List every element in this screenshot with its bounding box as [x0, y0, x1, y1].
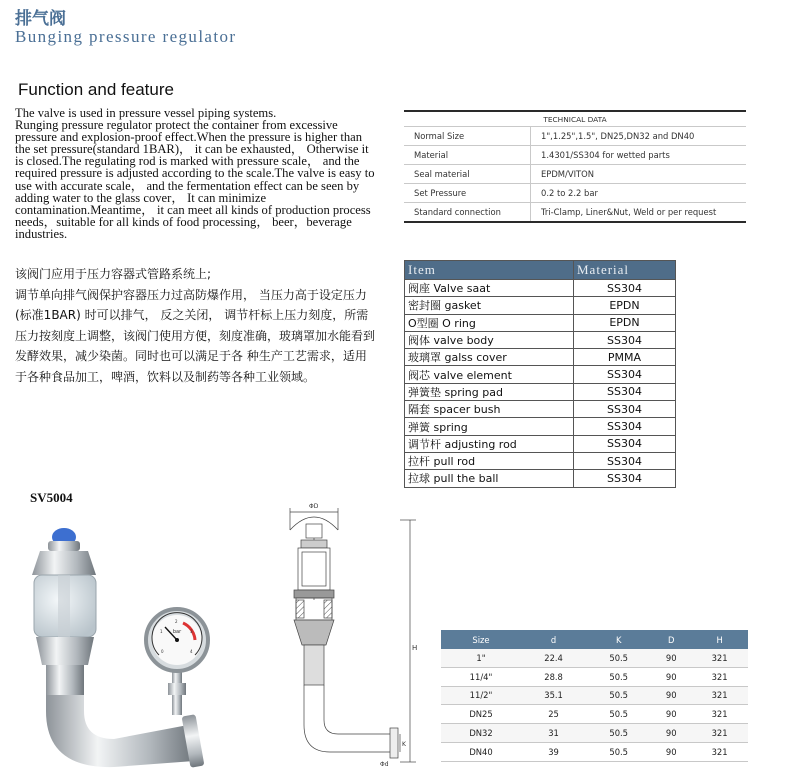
- tech-value: 1",1.25",1.5", DN25,DN32 and DN40: [531, 127, 747, 146]
- description-cn-line: 该阀门应用于压力容器式管路系统上;: [15, 267, 212, 281]
- page-title-cn: 排气阀: [15, 9, 66, 29]
- table-row: [404, 146, 746, 165]
- dims-cell: 90: [651, 649, 691, 667]
- dims-cell: 1": [441, 649, 521, 667]
- table-row: [405, 383, 676, 400]
- material-item: 密封圈 gasket: [405, 297, 574, 314]
- dims-cell: 90: [651, 705, 691, 724]
- table-row: [404, 127, 746, 146]
- dims-cell: 22.4: [521, 649, 586, 667]
- dims-cell: 90: [651, 742, 691, 761]
- description-en: [15, 107, 380, 240]
- gauge-tick: 4: [190, 649, 193, 654]
- tech-value: 0.2 to 2.2 bar: [531, 184, 747, 203]
- model-number: SV5004: [30, 490, 73, 505]
- table-row: [441, 724, 748, 743]
- drawing-label-height: H: [412, 644, 418, 652]
- dims-cell: 321: [691, 686, 748, 705]
- dims-cell: 50.5: [586, 667, 651, 686]
- material-value: SS304: [574, 435, 676, 452]
- material-value: SS304: [574, 452, 676, 469]
- table-row: [405, 452, 676, 469]
- material-item: 玻璃罩 galss cover: [405, 349, 574, 366]
- dims-cell: 31: [521, 724, 586, 743]
- material-item: 阀体 valve body: [405, 331, 574, 348]
- tech-value: 1.4301/SS304 for wetted parts: [531, 146, 747, 165]
- tech-label: Normal Size: [404, 127, 531, 146]
- dims-header: D: [651, 630, 691, 649]
- dims-cell: DN32: [441, 724, 521, 743]
- dims-cell: DN25: [441, 705, 521, 724]
- elbow-pipe: [46, 695, 194, 767]
- dims-cell: 321: [691, 667, 748, 686]
- material-item: 拉杆 pull rod: [405, 452, 574, 469]
- table-row: [441, 667, 748, 686]
- table-row: [441, 649, 748, 667]
- dims-header: K: [586, 630, 651, 649]
- table-row: [405, 280, 676, 297]
- dims-header: d: [521, 630, 586, 649]
- material-value: SS304: [574, 383, 676, 400]
- material-item: 阀芯 valve element: [405, 366, 574, 383]
- material-item: 拉球 pull the ball: [405, 470, 574, 487]
- material-value: SS304: [574, 331, 676, 348]
- materials-header-material: Material: [574, 261, 676, 280]
- material-value: SS304: [574, 401, 676, 418]
- dims-cell: 25: [521, 705, 586, 724]
- material-value: EPDN: [574, 297, 676, 314]
- gauge-tick: 0: [161, 649, 164, 654]
- technical-drawing: [280, 500, 425, 772]
- material-item: 隔套 spacer bush: [405, 401, 574, 418]
- material-value: SS304: [574, 280, 676, 297]
- table-row: [441, 686, 748, 705]
- table-row: [404, 203, 746, 223]
- material-value: EPDN: [574, 314, 676, 331]
- material-item: 调节杆 adjusting rod: [405, 435, 574, 452]
- material-item: 弹簧垫 spring pad: [405, 383, 574, 400]
- tech-value: EPDM/VITON: [531, 165, 747, 184]
- material-item: 阀座 Valve saat: [405, 280, 574, 297]
- table-row: [405, 297, 676, 314]
- materials-header-item: Item: [405, 261, 574, 280]
- tech-label: Standard connection: [404, 203, 531, 223]
- material-value: PMMA: [574, 349, 676, 366]
- dimensions-table: [441, 630, 748, 762]
- gauge-tick: 1: [160, 629, 163, 634]
- table-row: [405, 331, 676, 348]
- technical-data-table: [404, 110, 746, 223]
- tech-value: Tri-Clamp, Liner&Nut, Weld or per request: [531, 203, 747, 223]
- table-row: [404, 165, 746, 184]
- valve-product-photo: [18, 515, 258, 770]
- dims-cell: 11/4": [441, 667, 521, 686]
- table-row: [405, 314, 676, 331]
- table-row: [441, 705, 748, 724]
- technical-data-title: TECHNICAL DATA: [404, 111, 746, 127]
- dims-cell: 321: [691, 724, 748, 743]
- dims-cell: 90: [651, 686, 691, 705]
- dims-header: H: [691, 630, 748, 649]
- drawing-label-d: Φd: [380, 761, 389, 768]
- gauge-tick: 3: [190, 629, 193, 634]
- dims-cell: DN40: [441, 742, 521, 761]
- page-title-en: Bunging pressure regulator: [15, 27, 237, 46]
- dims-cell: 321: [691, 649, 748, 667]
- tech-label: Material: [404, 146, 531, 165]
- drawing-label-diameter: ΦD: [309, 503, 319, 510]
- dims-cell: 28.8: [521, 667, 586, 686]
- table-row: [405, 418, 676, 435]
- description-cn-paragraph: 调节单向排气阀保护容器压力过高防爆作用， 当压力高于设定压力(标准1BAR) 时可以排气， 反之关闭， 调节杆标上压力刻度，所需压力按刻度上调整，该阀门使用方便，刻度准确，玻璃罩加水能看到发酵效果，减少染菌。同时也可以满足于各 种生产工艺需求，适用于各种食品加工，啤酒，饮料以及制药等各种工业领域。: [15, 287, 376, 384]
- dims-cell: 50.5: [586, 724, 651, 743]
- dims-cell: 35.1: [521, 686, 586, 705]
- material-item: O型圈 O ring: [405, 314, 574, 331]
- dims-cell: 50.5: [586, 705, 651, 724]
- dims-header: Size: [441, 630, 521, 649]
- material-value: SS304: [574, 366, 676, 383]
- tech-label: Set Pressure: [404, 184, 531, 203]
- section-heading: Function and feature: [18, 80, 174, 99]
- materials-table: [404, 260, 676, 488]
- dims-cell: 39: [521, 742, 586, 761]
- dims-cell: 50.5: [586, 742, 651, 761]
- dims-cell: 11/2": [441, 686, 521, 705]
- table-row: [405, 435, 676, 452]
- gauge-unit: bar: [172, 629, 182, 635]
- gauge-tick: 2: [175, 619, 178, 624]
- table-row: [441, 742, 748, 761]
- table-row: [405, 366, 676, 383]
- dims-cell: 321: [691, 705, 748, 724]
- material-item: 弹簧 spring: [405, 418, 574, 435]
- dims-cell: 321: [691, 742, 748, 761]
- table-row: [405, 401, 676, 418]
- dims-cell: 90: [651, 724, 691, 743]
- dims-cell: 90: [651, 667, 691, 686]
- description-cn: [15, 264, 375, 387]
- description-en-paragraph: Runging pressure regulator protect the container from excessive pressure and explosion-proof effect.When the pressure is higher than the set pressure(standard 1BAR)， it can be exhausted， Otherwise it is closed.The regulating rod is marked with pressure scale， and the required pressure is adjusted according to the scale.The valve is easy to use with accurate scale， and the fermentation effect can be seen by adding water to the glass cover， It can minimize contamination.Meantime， it can meet all kinds of production process needs，suitable for all kinds of food processing， beer，beverage industries.: [15, 118, 375, 241]
- table-row: [405, 470, 676, 487]
- table-row: [405, 349, 676, 366]
- table-row: [404, 184, 746, 203]
- material-value: SS304: [574, 470, 676, 487]
- description-en-line: The valve is used in pressure vessel piping systems.: [15, 106, 277, 120]
- dims-cell: 50.5: [586, 649, 651, 667]
- dims-cell: 50.5: [586, 686, 651, 705]
- tech-label: Seal material: [404, 165, 531, 184]
- drawing-label-k: K: [402, 741, 406, 748]
- material-value: SS304: [574, 418, 676, 435]
